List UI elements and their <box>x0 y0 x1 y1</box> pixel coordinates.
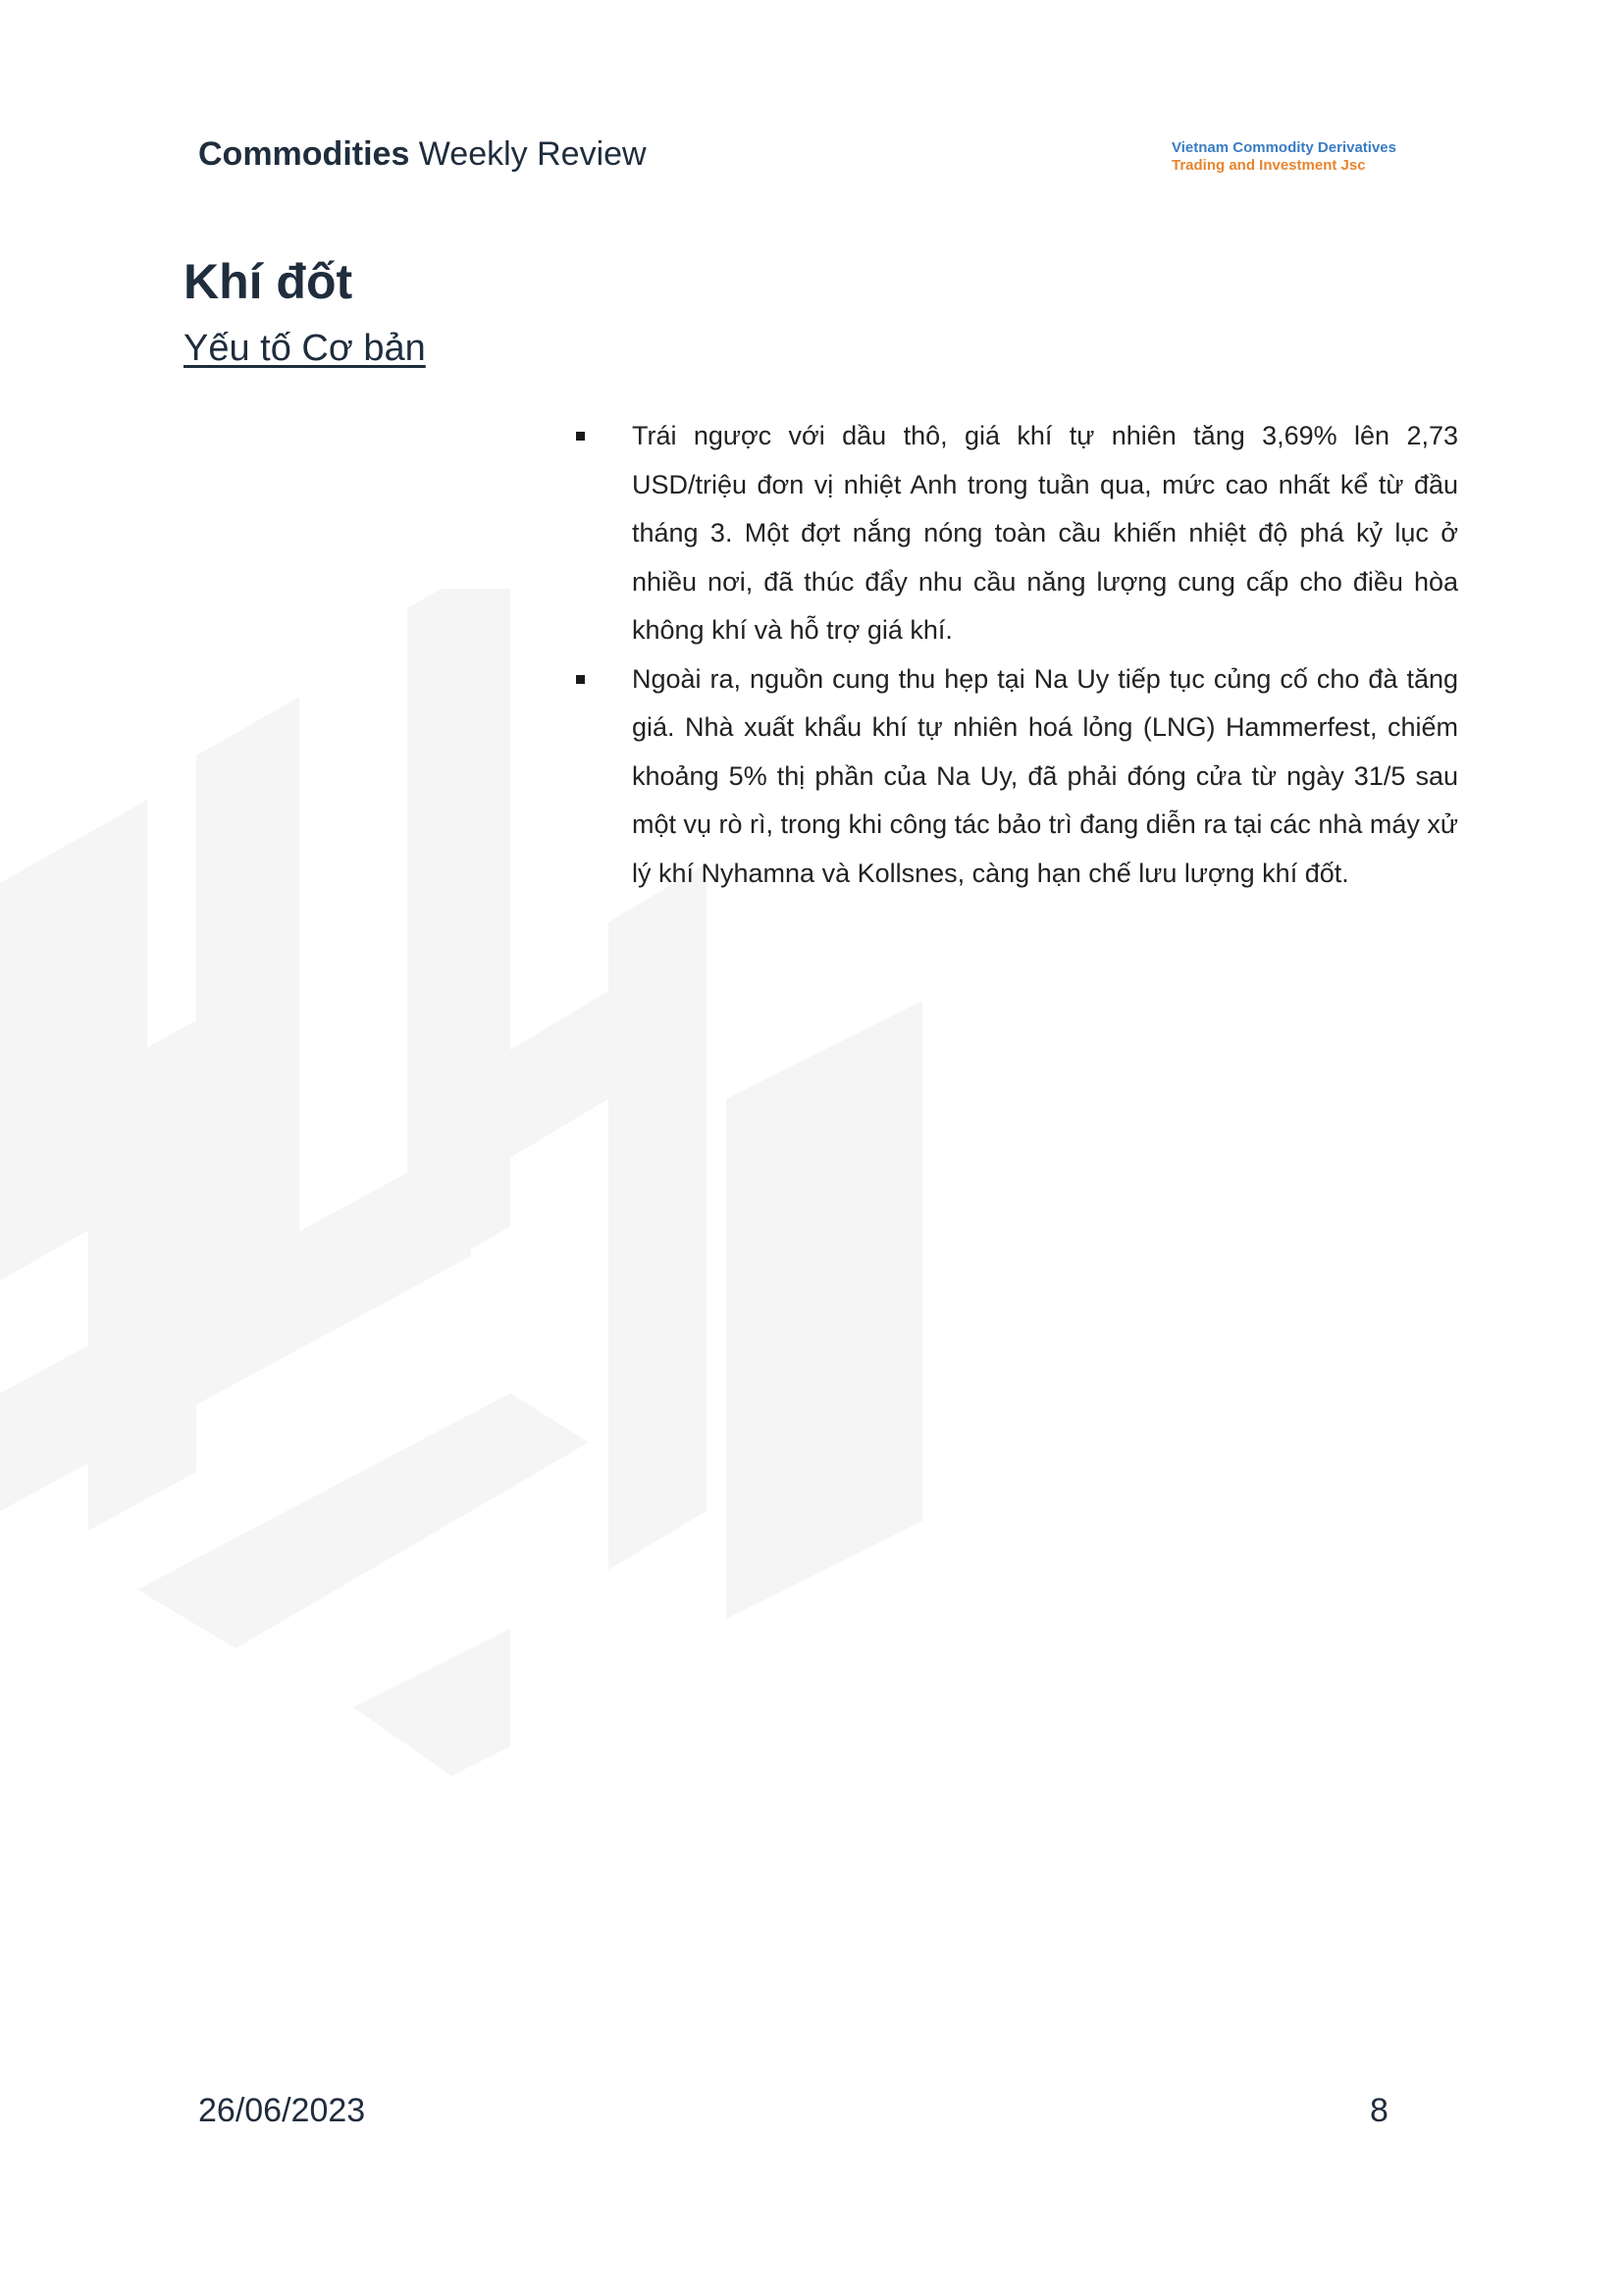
section-title: Khí đốt <box>183 254 353 309</box>
page-number: 8 <box>1370 2092 1388 2129</box>
logo-line-1: Vietnam Commodity Derivatives <box>1172 139 1396 156</box>
bullet-text: Ngoài ra, nguồn cung thu hẹp tại Na Uy tiếp tục củng cố cho đà tăng giá. Nhà xuất khẩu khí tự nhiên hoá lỏng (LNG) Hammerfest, chiếm khoảng 5% thị phần của Na Uy, đã phải đóng cửa từ ngày 31/5 sau một vụ rò rì, trong khi công tác bảo trì đang diễn ra tại các nhà máy xử lý khí Nyhamna và Kollsnes, càng hạn chế lưu lượng khí đốt. <box>632 663 1458 888</box>
report-header <box>198 135 647 174</box>
section-subtitle: Yếu tố Cơ bản <box>183 328 426 369</box>
list-item <box>569 655 1458 899</box>
square-bullet-icon <box>576 432 585 441</box>
square-bullet-icon <box>576 675 585 684</box>
list-item <box>569 412 1458 655</box>
footer-date: 26/06/2023 <box>198 2092 366 2129</box>
company-logo <box>1172 139 1396 175</box>
bullet-text: Trái ngược với dầu thô, giá khí tự nhiên tăng 3,69% lên 2,73 USD/triệu đơn vị nhiệt Anh trong tuần qua, mức cao nhất kể từ đầu tháng 3. Một đợt nắng nóng toàn cầu khiến nhiệt độ phá kỷ lục ở nhiều nơi, đã thúc đẩy nhu cầu năng lượng cung cấp cho điều hòa không khí và hỗ trợ giá khí. <box>632 421 1458 645</box>
logo-line-2: Trading and Investment Jsc <box>1172 157 1366 174</box>
main-content <box>569 412 1458 898</box>
header-title-rest: Weekly Review <box>409 135 647 173</box>
bullet-list <box>569 412 1458 898</box>
header-title-bold: Commodities <box>198 135 410 173</box>
